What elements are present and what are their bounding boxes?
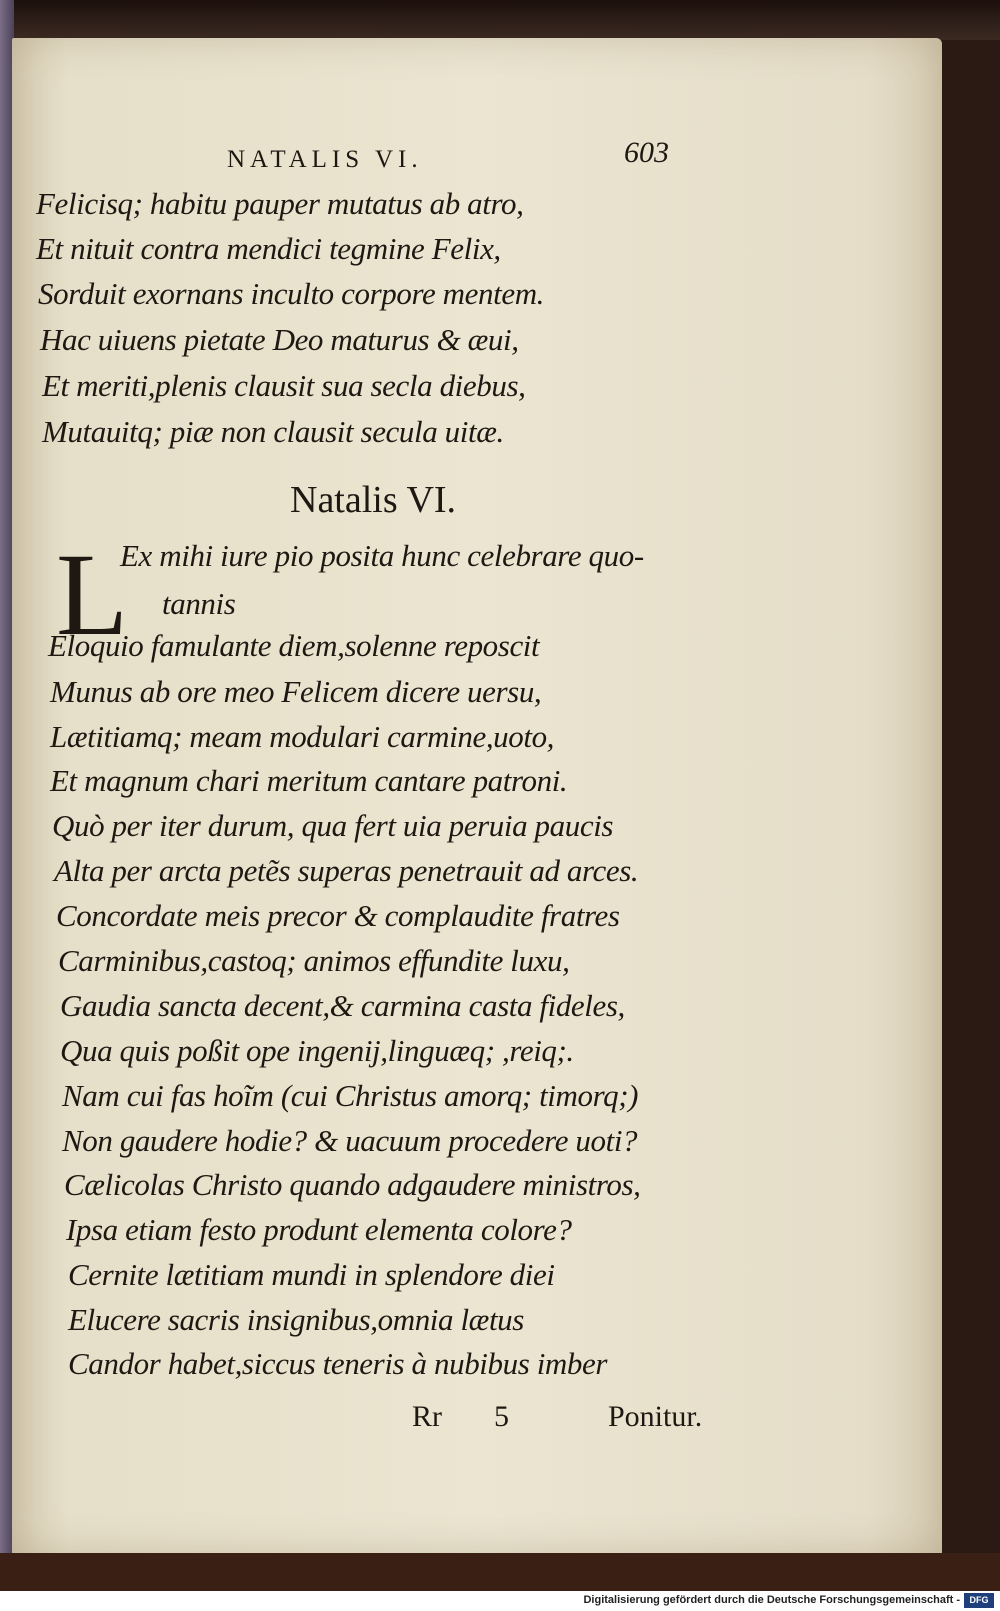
verse-line: Et magnum chari meritum cantare patroni.	[50, 763, 568, 798]
verse-line: Alta per arcta petẽs superas penetrauit ad arces.	[54, 853, 639, 888]
verse-line: Hac uiuens pietate Deo maturus & æui,	[40, 322, 519, 357]
verse-line: Munus ab ore meo Felicem dicere uersu,	[50, 674, 542, 709]
verse-line: Ex mihi iure pio posita hunc celebrare quo-	[120, 538, 644, 573]
catchword: Ponitur.	[608, 1400, 703, 1433]
verse-line: Sorduit exornans inculto corpore mentem.	[38, 276, 545, 311]
verse-line: Et meriti,plenis clausit sua secla diebus,	[42, 368, 526, 403]
digitization-note: Digitalisierung gefördert durch die Deutsche Forschungsgemeinschaft -	[583, 1594, 960, 1606]
verse-line: Quò per iter durum, qua fert uia peruia paucis	[52, 808, 614, 843]
verse-line: tannis	[162, 586, 236, 621]
book-page	[12, 38, 942, 1554]
verse-line: Nam cui fas hoĩm (cui Christus amorq; timorq;)	[62, 1078, 639, 1113]
running-head: NATALIS VI.	[227, 146, 423, 173]
verse-line: Candor habet,siccus teneris à nubibus imber	[68, 1346, 608, 1381]
signature-number: 5	[494, 1400, 509, 1433]
book-top-edge	[0, 0, 1000, 40]
verse-line: Mutauitq; piæ non clausit secula uitæ.	[42, 414, 504, 449]
verse-line: Eloquio famulante diem,solenne reposcit	[48, 628, 540, 663]
verse-line: Non gaudere hodie? & uacuum procedere uoti?	[62, 1123, 638, 1158]
signature-mark: Rr	[412, 1400, 442, 1433]
verse-line: Felicisq; habitu pauper mutatus ab atro,	[36, 186, 524, 221]
verse-line: Ipsa etiam festo produnt elementa colore?	[66, 1212, 572, 1247]
verse-line: Gaudia sancta decent,& carmina casta fideles,	[60, 988, 625, 1023]
verse-line: Lætitiamq; meam modulari carmine,uoto,	[50, 719, 555, 754]
verse-line: Et nituit contra mendici tegmine Felix,	[36, 231, 501, 266]
verse-line: Cælicolas Christo quando adgaudere ministros,	[64, 1167, 641, 1202]
digitization-footer	[0, 1591, 1000, 1611]
drop-cap-initial: L	[56, 529, 129, 660]
book-bottom-edge	[0, 1553, 1000, 1591]
verse-line: Cernite lætitiam mundi in splendore diei	[68, 1257, 555, 1292]
section-title: Natalis VI.	[290, 479, 457, 521]
page-number: 603	[624, 136, 669, 169]
verse-line: Qua quis poßit ope ingenij,linguæq; ,reiq;.	[60, 1033, 574, 1068]
verse-line: Carminibus,castoq; animos effundite luxu,	[58, 943, 570, 978]
dfg-logo-icon: DFG	[964, 1593, 994, 1608]
verse-line: Elucere sacris insignibus,omnia lætus	[68, 1302, 524, 1337]
verse-line: Concordate meis precor & complaudite fratres	[56, 898, 620, 933]
